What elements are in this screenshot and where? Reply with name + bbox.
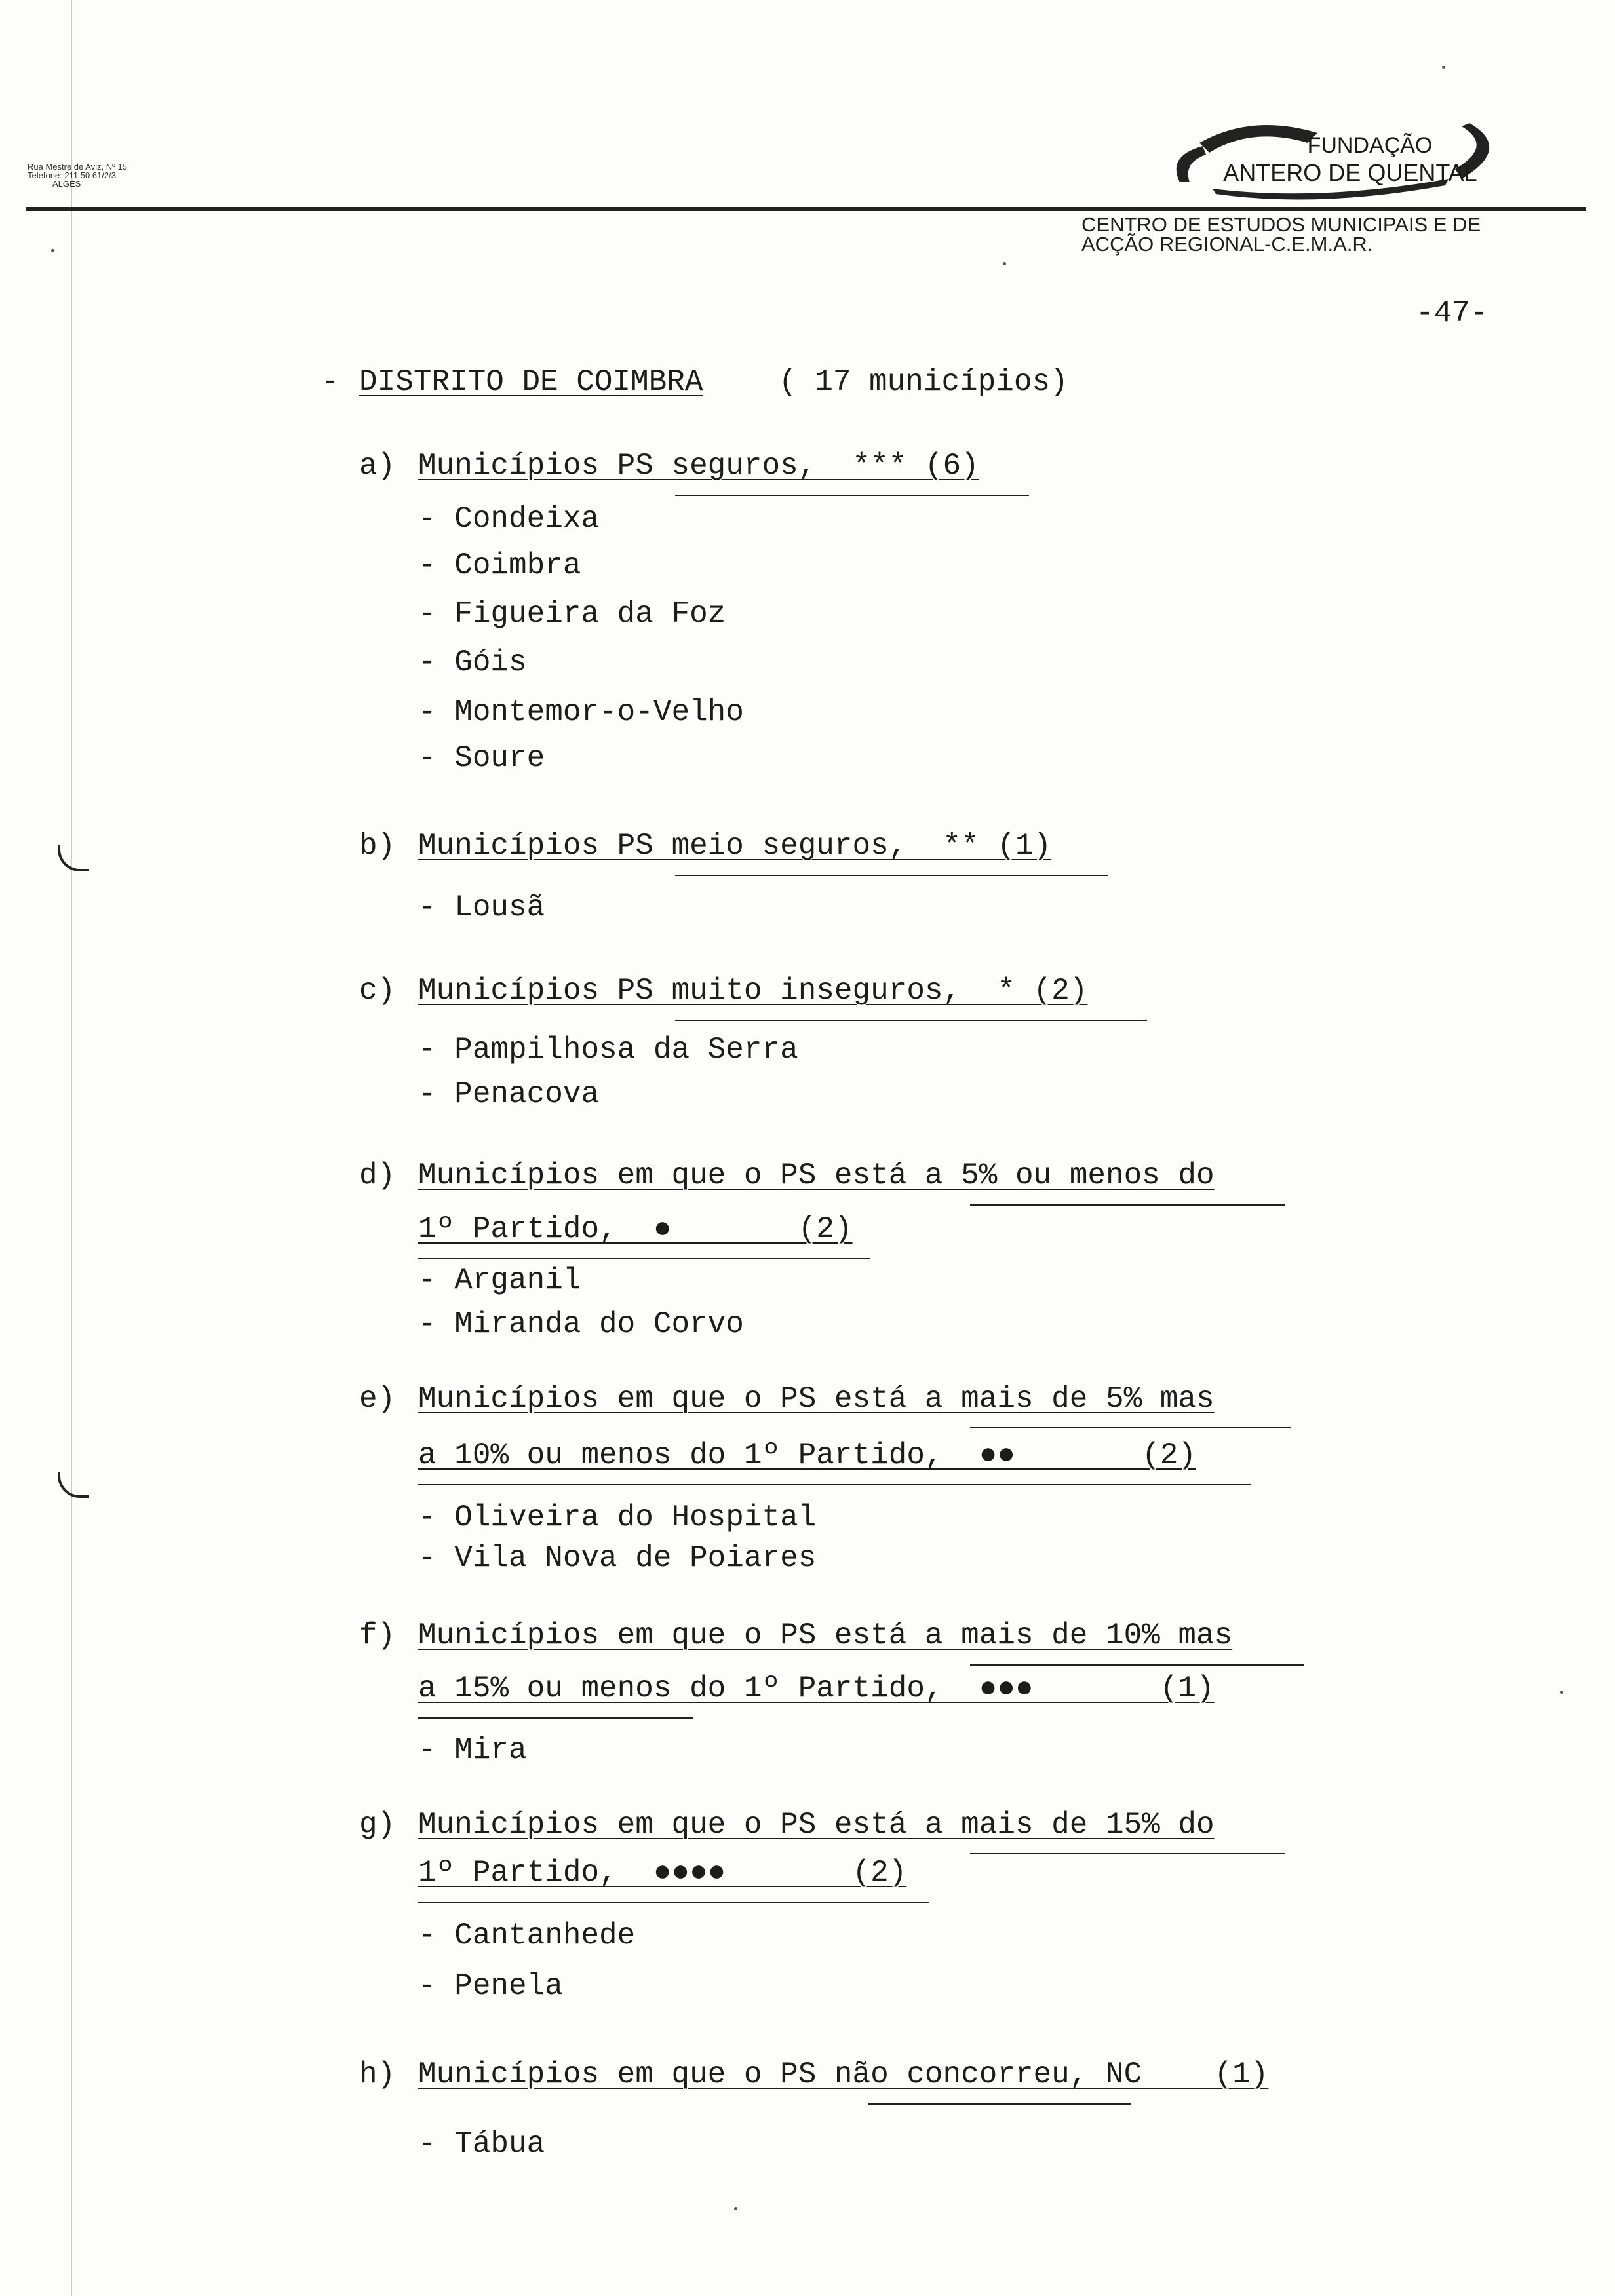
foundation-logo	[1154, 117, 1521, 202]
section-letter: h)	[359, 2057, 396, 2092]
double-underline	[418, 1717, 693, 1719]
address-line: ALGÉS	[52, 179, 81, 189]
section-heading-line1: Municípios em que o PS está a mais de 15% do	[418, 1808, 1215, 1842]
section-heading: Municípios PS muito inseguros, * (2)	[418, 974, 1088, 1008]
list-item: - Lousã	[418, 890, 545, 925]
list-item: - Oliveira do Hospital	[418, 1501, 817, 1535]
page-speck	[1003, 262, 1006, 265]
margin-hook-mark	[58, 845, 89, 871]
district-count: ( 17 municípios)	[779, 365, 1068, 399]
section-heading-line1: Municípios em que o PS está a mais de 5% mas	[418, 1382, 1215, 1416]
page-number: -47-	[1416, 296, 1489, 330]
section-heading-line2: 1º Partido, ● (2)	[418, 1212, 853, 1246]
double-underline	[418, 1484, 1251, 1485]
list-item: - Cantanhede	[418, 1919, 636, 1953]
page-speck	[1442, 66, 1445, 69]
list-item: - Penacova	[418, 1077, 600, 1111]
page-speck	[734, 2207, 737, 2210]
double-underline	[418, 1258, 870, 1259]
center-name: CENTRO DE ESTUDOS MUNICIPAIS E DE ACÇÃO REGIONAL-C.E.M.A.R.	[1081, 213, 1481, 256]
logo-text-bottom: ANTERO DE QUENTAL	[1223, 159, 1477, 186]
header-rule	[26, 207, 1586, 211]
list-item: - Vila Nova de Poiares	[418, 1541, 817, 1575]
double-underline	[418, 1902, 929, 1903]
page-speck	[51, 249, 54, 252]
double-underline	[675, 1020, 1147, 1021]
section-letter: e)	[359, 1382, 396, 1416]
list-item: - Tábua	[418, 2127, 545, 2161]
page-speck	[1560, 1691, 1563, 1694]
double-underline	[970, 1664, 1304, 1666]
section-letter: c)	[359, 974, 396, 1008]
section-heading-line2: a 15% ou menos do 1º Partido, ●●● (1)	[418, 1672, 1215, 1706]
list-item: - Mira	[418, 1733, 527, 1767]
list-item: - Pampilhosa da Serra	[418, 1033, 798, 1067]
section-heading: Municípios PS meio seguros, ** (1)	[418, 829, 1052, 863]
double-underline	[675, 495, 1029, 496]
double-underline	[868, 2103, 1131, 2105]
list-item: - Condeixa	[418, 502, 600, 536]
section-heading-line1: Municípios em que o PS está a mais de 10% mas	[418, 1618, 1233, 1653]
section-letter: f)	[359, 1618, 396, 1653]
list-item: - Figueira da Foz	[418, 597, 726, 631]
list-item: - Arganil	[418, 1263, 581, 1297]
section-heading-line2: a 10% ou menos do 1º Partido, ●● (2)	[418, 1438, 1196, 1472]
section-letter: a)	[359, 449, 396, 483]
double-underline	[970, 1853, 1285, 1854]
section-letter: b)	[359, 829, 396, 863]
logo-text-top: FUNDAÇÃO	[1307, 133, 1433, 158]
list-item: - Miranda do Corvo	[418, 1307, 744, 1341]
double-underline	[675, 875, 1108, 876]
margin-line	[71, 0, 72, 2296]
section-heading-line1: Municípios em que o PS está a 5% ou menos do	[418, 1158, 1215, 1193]
list-item: - Montemor-o-Velho	[418, 695, 744, 729]
section-heading-line2: 1º Partido, ●●●● (2)	[418, 1856, 907, 1890]
section-letter: g)	[359, 1808, 396, 1842]
section-heading: Municípios em que o PS não concorreu, NC (1)	[418, 2057, 1269, 2092]
district-title: DISTRITO DE COIMBRA	[359, 365, 703, 399]
margin-hook-mark	[58, 1472, 89, 1498]
double-underline	[970, 1204, 1285, 1206]
section-letter: d)	[359, 1158, 396, 1193]
address-line: Telefone: 211 50 61/2/3	[28, 170, 116, 180]
address-line: Rua Mestre de Aviz, Nº 15	[28, 162, 127, 172]
address-block	[28, 163, 127, 188]
list-item: - Penela	[418, 1969, 563, 2003]
list-item: - Coimbra	[418, 548, 581, 583]
list-item: - Góis	[418, 645, 527, 679]
section-heading: Municípios PS seguros, *** (6)	[418, 449, 979, 483]
list-item: - Soure	[418, 741, 545, 775]
double-underline	[970, 1427, 1291, 1428]
district-dash: -	[321, 365, 340, 399]
